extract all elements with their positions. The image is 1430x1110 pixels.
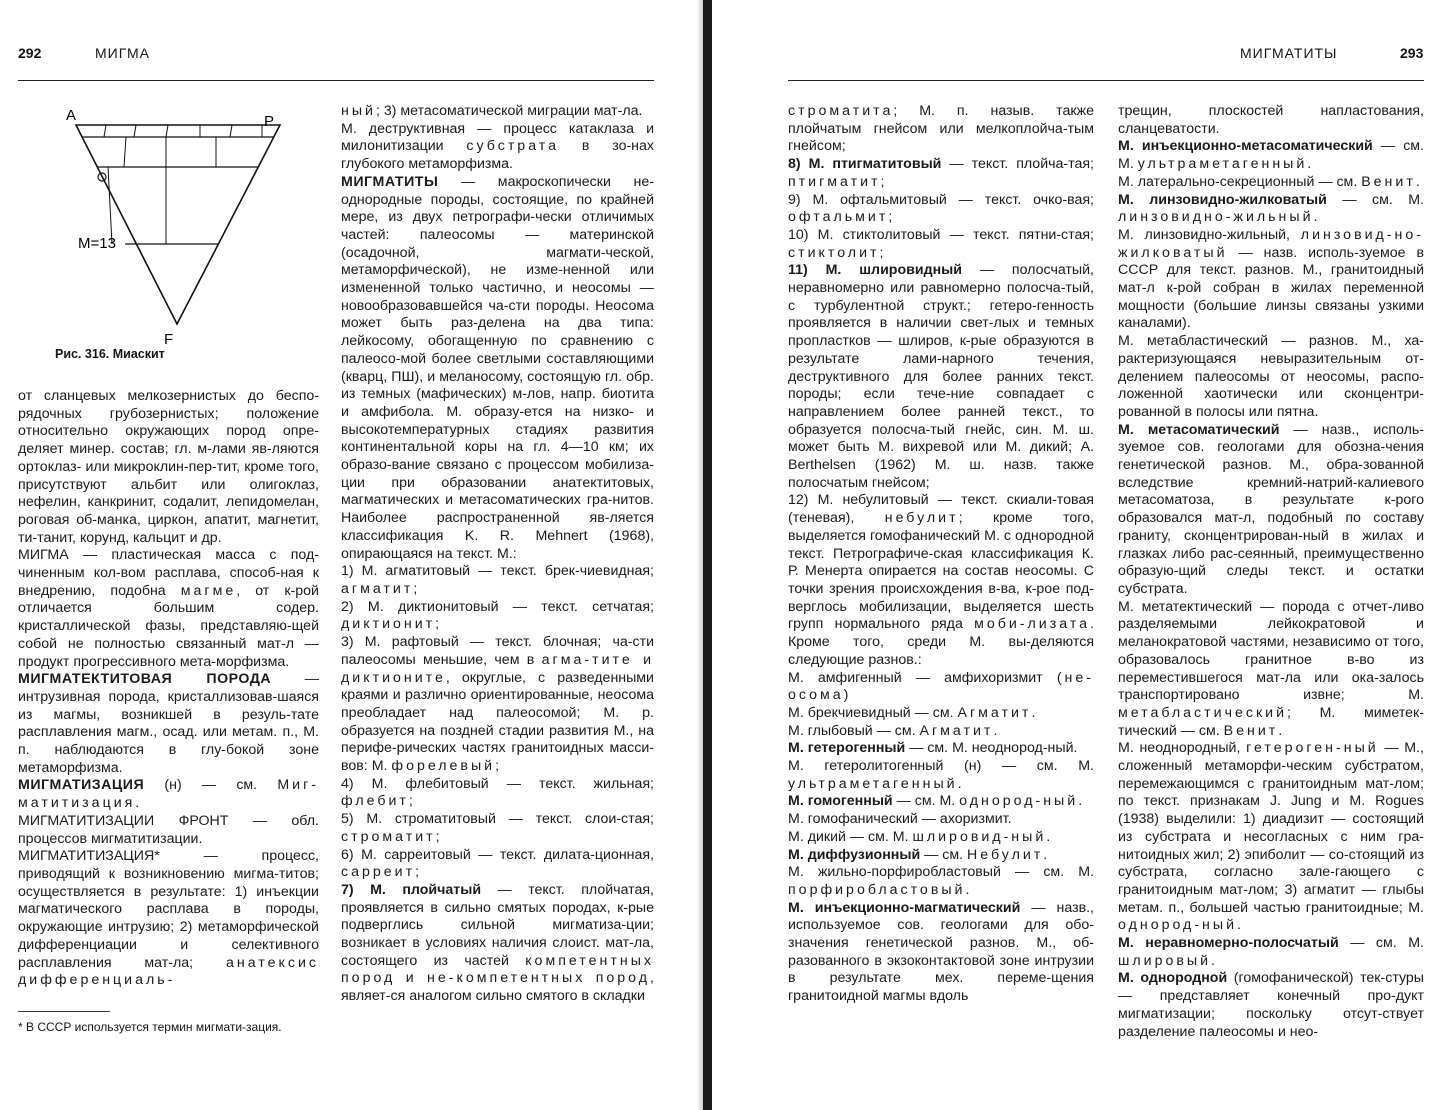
cross-reference: субстрата <box>466 138 560 155</box>
entry-neodnorodny <box>1118 740 1424 935</box>
entry-text: — назв., используемое сов. геологами для обо-значения генетической разнов. М., об-разованного в экзоконтактовой зоне интрузии в результате мех. переме-щения гранитоидной магмы вдоль <box>788 899 1094 1005</box>
label-m13: М=13 <box>78 235 116 252</box>
entry-text: М. линзовидно-жильный, <box>1118 226 1301 243</box>
entry-text: М. неоднородный, <box>1118 740 1247 757</box>
cross-reference: анатексис дифференциаль- <box>18 954 319 989</box>
entry-text: М. брекчиевидный — см. <box>788 704 958 721</box>
entry-gomofanichesky: М. гомофанический — ахоризмит. <box>788 811 1012 828</box>
entry-text: ; <box>880 173 885 190</box>
running-head: МИГМАТИТЫ <box>1240 45 1338 61</box>
cross-reference: (не-осома) <box>788 669 1094 704</box>
entry-destruktivnaya <box>341 121 654 174</box>
left-column-2 <box>341 103 654 1006</box>
header-rule <box>788 80 1424 81</box>
triangle-outline <box>76 125 280 324</box>
entry-text: ; <box>413 580 418 597</box>
entry-continuation <box>341 103 654 121</box>
cross-reference: Агматит <box>957 704 1032 721</box>
entry-text: ; кроме того, выделяется гомофанический М. с однородной текст. Петрографиче-ская классификация К. Р. Менерта опирается на состав неосомы. С точки зрения происхождения в-ва, к-рое под-верглось мобилизации, выделяется шесть групп нормального ряда <box>788 510 1094 633</box>
entry-migmatitizatsii-front: МИГМАТИТИЗАЦИИ ФРОНТ — обл. процессов мигматитизации. <box>18 812 319 847</box>
cross-reference: Агматит <box>919 722 994 739</box>
entry-glybovy <box>788 723 1094 741</box>
entry-text-1: от сланцевых мелкозернистых до беспо-рядочных грубозернистых; положение относительно окружающих пород опре-деляет минер. состав; гл. м-лами яв-ляются ортоклаз- или микроклин-пер-тит, кроме того, присутствуют альбит или олигоклаз, нефелин, канкринит, содалит, лепидомелан, роговая об-манка, циркон, апатит, магнетит, ти-танит, корунд, кальцит и др. <box>18 388 319 546</box>
entry-lateralno-sekretsionny <box>1118 174 1424 192</box>
entry-text: (гомофанической) тек-стуры — представляет конечный про-дукт мигматизации; поскольку отсут-ствует разделение палеосомы и нео- <box>1118 970 1424 1040</box>
entry-text: — пластическая масса с под-чиненным кол-вом расплава, способ-ная к внедрению, подобна <box>18 547 319 599</box>
entry-text: 2) М. диктионитовый — текст. сетчатая; <box>341 598 654 615</box>
figure-316-diagram <box>40 102 310 347</box>
cross-reference: метабластический <box>1118 704 1288 721</box>
entry-geterogenny <box>788 740 1094 758</box>
entry-text: . <box>957 775 962 792</box>
entry-metablastichesky: М. метабластический — разнов. М., ха-рактеризующаяся невыразительным от-делением палеосомы от неосомы, распо-ложенной хаотически или сконцентри-рованной в полосы или пятна. <box>1118 333 1424 420</box>
list-item-10 <box>788 227 1094 262</box>
entry-head: М. гетерогенный <box>788 740 906 757</box>
cross-reference: шлировид-ный <box>912 828 1047 845</box>
entry-text: . <box>1237 917 1241 934</box>
entry-text: — текст. плойчатая, проявляется в сильно смятых породах, к-рые подверглись сильной мигматиза-ции; возникает в условиях наличия слоист. мат-ла, состоящего из частей <box>341 881 654 969</box>
entry-text: — см. М. неоднород-ный. <box>905 740 1078 757</box>
entry-text: М. метатектический — порода с отчет-ливо разделяемыми лейкократовой и меланократовой частями, независимо от того, образовалось гранитное в-во из переместившегося мат-ла или ока-залось транспортировано извне; М. <box>1118 598 1424 704</box>
entry-metatektichesky <box>1118 599 1424 741</box>
entry-text: М. гетеролитогенный (н) — см. М. <box>788 758 1094 775</box>
entry-text: М. дикий — см. М. <box>788 828 913 845</box>
entry-head: МИГМАТИТИЗАЦИЯ <box>18 848 155 865</box>
cross-reference: линзовид-но-жилковатый <box>1118 226 1424 261</box>
entry-text: — текст. плойча-тая; <box>941 156 1094 173</box>
entry-text: . Кроме того, среди М. вы-деляются следующие разнов.: <box>788 616 1094 668</box>
cross-reference: агма-тите и диктионите <box>341 651 655 686</box>
figure-caption: Рис. 316. Миаскит <box>55 347 165 361</box>
entry-head: М. метасоматический <box>1118 421 1280 438</box>
entry-gomogenny <box>788 793 1094 811</box>
right-page <box>712 0 1430 1110</box>
cross-reference: Венит <box>1361 173 1416 190</box>
entry-text: ; <box>408 793 413 810</box>
entry-head: 8) М. птигматитовый <box>788 156 942 173</box>
entry-head: МИГМАТЕКТИТОВАЯ ПОРОДА <box>18 671 272 688</box>
book-gutter <box>703 0 712 1110</box>
cross-reference: однород-ный <box>1118 917 1238 934</box>
entry-text: . <box>1307 156 1312 173</box>
entry-text: 5) М. строматитовый — текст. слои-стая; <box>341 811 654 828</box>
cross-reference: флебит <box>341 793 409 810</box>
entry-head: М. гомогенный <box>788 793 893 810</box>
label-f: F <box>164 331 174 347</box>
page-number: 293 <box>1400 45 1424 61</box>
list-item-11 <box>788 262 1094 492</box>
entry-migmatity <box>341 174 654 563</box>
cross-reference: гетероген-ный <box>1246 740 1379 757</box>
entry-head: М. однородной <box>1118 970 1228 987</box>
cross-reference: форелевый <box>391 758 496 775</box>
entry-text: — см. М. <box>1326 191 1424 208</box>
left-page <box>0 0 700 1110</box>
entry-text: — см. М. <box>892 793 960 810</box>
entry-continuation <box>788 103 1094 156</box>
tick-2 <box>134 125 136 137</box>
tick-7 <box>124 137 126 167</box>
list-item-4 <box>341 776 654 811</box>
entry-migmatizatsiya <box>18 777 319 812</box>
entry-neravnomerno-poloschaty <box>1118 935 1424 970</box>
entry-text: ; <box>435 616 440 633</box>
entry-text: (н) — см. <box>144 777 278 794</box>
cross-reference: небулит <box>884 510 959 527</box>
entry-text: ; 3) метасоматической миграции мат-ла. <box>375 103 643 119</box>
cross-reference: диктионит <box>341 616 436 633</box>
cross-reference: порфиробластовый <box>788 881 966 898</box>
entry-continuation: трещин, плоскостей напластования, сланцеватости. <box>1118 103 1424 137</box>
cross-reference: строматита <box>788 103 894 119</box>
entry-migmatitizatsiya <box>18 848 319 990</box>
entry-text: — назв. исполь-зуемое в СССР для текст. разнов. М., гранитоидный мат-л к-рой собран в жилах переменной мощности (большие линзы связаны узкими каналами). <box>1118 244 1424 332</box>
entry-text: М. латерально-секреционный — см. <box>1118 173 1362 190</box>
entry-geterolitogenny <box>788 758 1094 793</box>
entry-text: . <box>1415 173 1420 190</box>
entry-head: М. линзовидно-жилковатый <box>1118 191 1327 208</box>
entry-text: 12) М. небулитовый — текст. скиали-товая (теневая), <box>788 492 1094 527</box>
entry-text: . <box>965 881 970 898</box>
entry-text: . <box>1078 793 1083 810</box>
page-number: 292 <box>18 45 42 61</box>
cross-reference: Венит <box>1223 722 1279 739</box>
tick-3 <box>166 125 168 137</box>
entry-text: . <box>1046 828 1051 845</box>
entry-text: ; <box>879 244 884 261</box>
list-item-12 <box>788 492 1094 669</box>
entry-text: 1) М. агматитовый — текст. брек-чиевидная; <box>341 563 654 580</box>
cross-reference: линзовидно-жильный <box>1118 209 1314 226</box>
entry-amfigenny <box>788 670 1094 705</box>
cross-reference: однород-ный <box>959 793 1079 810</box>
entry-diky <box>788 829 1094 847</box>
divider-left <box>108 167 112 244</box>
entry-text: ; <box>888 209 893 226</box>
entry-text: * — процесс, приводящий к возникновению мигма-титов; осуществляется в результате: 1) инъекции магматического расплава в породы, окружающие интрузию; 2) метаморфической дифференциации и селективного расплавления мат-ла; <box>18 848 319 971</box>
entry-text: — М., сложенный метаморфи-ческим субстратом, перемежающимся с гранитоидным мат-лом; по текст. признакам J. Jung и M. Rogues (1938) выделили: 1) диадизит — состоящий из субстрата и несогласных с ним гра-нитоидных жил; 2) эпиболит — со-стоящий из субстрата, согласно зале-гающего с гранитоидным мат-лом; 3) агматит — глыбы метам. п., большей частью гранитоидные; М. <box>1118 740 1424 916</box>
footnote-rule <box>18 1011 110 1012</box>
tick-5 <box>230 125 232 137</box>
header-rule <box>18 80 654 81</box>
tick-1 <box>104 125 106 137</box>
cross-reference: стиктолит <box>788 244 880 261</box>
entry-text: . <box>1211 952 1215 969</box>
right-column-1 <box>788 103 1094 1006</box>
entry-text: 3) М. рафтовый — текст. блочная; ча-сти палеосомы меньшие, чем в <box>341 634 654 668</box>
cross-reference: офтальмит <box>788 209 889 226</box>
entry-text: ; <box>415 864 420 881</box>
entry-text: — см. М. <box>1118 138 1424 173</box>
footnote: * В СССР используется термин мигмати-зация. <box>18 1020 282 1034</box>
entry-diffuzionny <box>788 847 1094 865</box>
label-p: Р <box>264 113 275 130</box>
list-item-9 <box>788 192 1094 227</box>
entry-text: . <box>1313 209 1318 226</box>
entry-text: — см. <box>920 846 968 863</box>
entry-zhilno-porfiroblastovy <box>788 864 1094 899</box>
cross-reference: компетентных пород и не-компетентных пород <box>341 952 654 987</box>
entry-text: , являет-ся аналогом сильно смятого в складки <box>341 970 654 1005</box>
entry-migma <box>18 547 319 671</box>
entry-text: ; <box>495 758 500 775</box>
cross-reference: моби-лизата <box>974 616 1091 633</box>
entry-text: — полосчатый, неравномерно или равномерно полосча-тый, с турбулентной структ.; гетеро-генность проявляется в наличии свет-лых и темных пропластков — шлиров, к-рые образуются в результате лами-нарного течения, деструктивного для более ранних текст. породы; если тече-ние совпадает с направлением более ранней текст., то образуется полосча-тый гнейс, син. М. ш. может быть М. вихревой или М. дикий; A. Berthelsen (1962) М. ш. назв. также полосчатым гнейсом; <box>788 262 1094 491</box>
entry-inektsionno-metasomatichesky <box>1118 138 1424 173</box>
entry-head: М. диффузионный <box>788 846 921 863</box>
entry-head: 7) М. плойчатый <box>341 881 482 898</box>
entry-head: М. инъекционно-магматический <box>788 899 1021 916</box>
entry-text: , округлые, с разведенными краями и различно ориентированные, неосома преобладает над палеосомой; М. р. образуется на поздней стадии развития М., на перифе-рических частях гранитоидных масси-вов: М. <box>341 669 654 775</box>
entry-text: . <box>993 722 998 739</box>
entry-text: — интрузивная порода, кристаллизовав-шаяся из магмы, возникшей в резуль-тате расплавления магм., осад. или метам. п., М. п. наблюдаются в глу-бокой зоне метаморфизма. <box>18 671 319 776</box>
entry-text: ; М. миметек-тический — см. <box>1118 704 1424 739</box>
cross-reference: сарреит <box>341 864 416 881</box>
entry-head: М. инъекционно-метасоматический <box>1118 138 1373 155</box>
list-item-8 <box>788 156 1094 191</box>
list-item-7 <box>341 882 654 1006</box>
cross-reference: Миг-матитизация. <box>18 777 319 812</box>
list-item-6 <box>341 847 654 882</box>
entry-inektsionno-magmatichesky <box>788 900 1094 1006</box>
entry-head: МИГМАТИЗАЦИЯ <box>18 777 145 794</box>
entry-head: МИГМА <box>18 547 69 564</box>
cross-reference: ный <box>341 103 376 119</box>
cross-reference: птигматит <box>788 173 881 190</box>
entry-text: М. деструктивная — процесс катаклаза и милонитизации <box>341 120 654 155</box>
entry-linzovidno-zhilny <box>1118 227 1424 333</box>
entry-text: . <box>1278 722 1283 739</box>
entry-text: М. амфигенный — амфихоризмит <box>788 669 1057 686</box>
entry-head: МИГМАТИТЫ <box>341 173 439 190</box>
left-column-1 <box>18 388 319 990</box>
entry-metasomatichesky <box>1118 422 1424 599</box>
entry-head: 11) М. шлировидный <box>788 262 962 279</box>
cross-reference: агматит <box>341 580 414 597</box>
entry-odnorodnoy-tekstury <box>1118 970 1424 1041</box>
entry-text: — см. М. <box>1338 935 1424 952</box>
entry-text: 10) М. стиктолитовый — текст. пятни-стая; <box>788 226 1094 243</box>
entry-text: , от к-рой отличается большим содер. кристаллической фазы, представляю-щей собой не полностью связанный мат-л — продукт прогрессивного мета-морфизма. <box>18 582 319 670</box>
right-column-2 <box>1118 103 1424 1041</box>
entry-text: . <box>1043 846 1048 863</box>
entry-text: ; М. п. назыв. также плойчатым гнейсом или мелкоплойча-тым гнейсом; <box>788 103 1094 155</box>
entry-text: ; <box>435 828 440 845</box>
entry-brekchievidny <box>788 705 1094 723</box>
entry-text: — макроскопически не-однородные породы, состоящие, по крайней мере, из двух петрографи-чески отличимых частей: палеосомы — материнской (осадочной, магмати-ческой, метаморфической), не изме-ненной или измененной только частично, и неосомы — новообразовавшейся ча-сти породы. Неосома может быть раз-делена на два типа: лейкосому, обогащенную по сравнению с палеосо-мой более светлыми составляющими (кварц, ПШ), и меланосому, состоящую гл. обр. из темных (мафических) м-лов, напр. биотита и амфибола. М. образу-ется на низко- и высокотемпературных стадиях развития континентальной коры на гл. 4—10 км; их образо-вание связано с процессом мобилиза-ции при образовании анатектитовых, магматических и метасоматических гра-нитов. Наиболее распространенной яв-ляется классификация K. R. Mehnert (1968), опирающаяся на текст. М.: <box>341 173 654 562</box>
running-head: МИГМА <box>95 45 150 61</box>
list-item-5 <box>341 811 654 846</box>
label-a: А <box>66 107 77 124</box>
entry-text: — назв., исполь-зуемое сов. геологами для обозна-чения генетической разнов. М., обра-зованной вследствие кремний-натрий-калиевого метасоматоза, в результате к-рого образовался мат-л, подобный по составу граниту, сконцентрирован-ный в жилах и глазках либо рас-сеянный, преимущественно образую-щий следы текст. и остатки субстрата. <box>1118 421 1424 597</box>
entry-migmatektitovaya <box>18 671 319 777</box>
entry-head: М. неравномерно-полосчатый <box>1118 935 1339 952</box>
cross-reference: Небулит <box>967 846 1044 863</box>
list-item-1 <box>341 563 654 598</box>
entry-text: . <box>1031 704 1036 721</box>
cross-reference: строматит <box>341 828 436 845</box>
cross-reference: ультраметагенный <box>788 775 958 792</box>
entry-text: 4) М. флебитовый — текст. жильная; <box>341 775 654 792</box>
entry-text: 6) М. сарреитовый — текст. дилата-ционная, <box>341 846 654 863</box>
cross-reference: шлировый <box>1118 952 1212 969</box>
cross-reference: магме <box>180 582 237 599</box>
entry-linzovidno-zhilkovaty <box>1118 192 1424 227</box>
entry-text: М. глыбовый — см. <box>788 722 920 739</box>
entry-text: 9) М. офтальмитовый — текст. очко-вая; <box>788 191 1094 208</box>
cross-reference: ультраметагенный <box>1137 156 1308 173</box>
list-item-2 <box>341 599 654 634</box>
entry-text: М. жильно-порфиробластовый — см. М. <box>788 864 1094 881</box>
entry-text: в зо-нах глубокого метаморфизма. <box>341 138 654 173</box>
list-item-3 <box>341 634 654 776</box>
